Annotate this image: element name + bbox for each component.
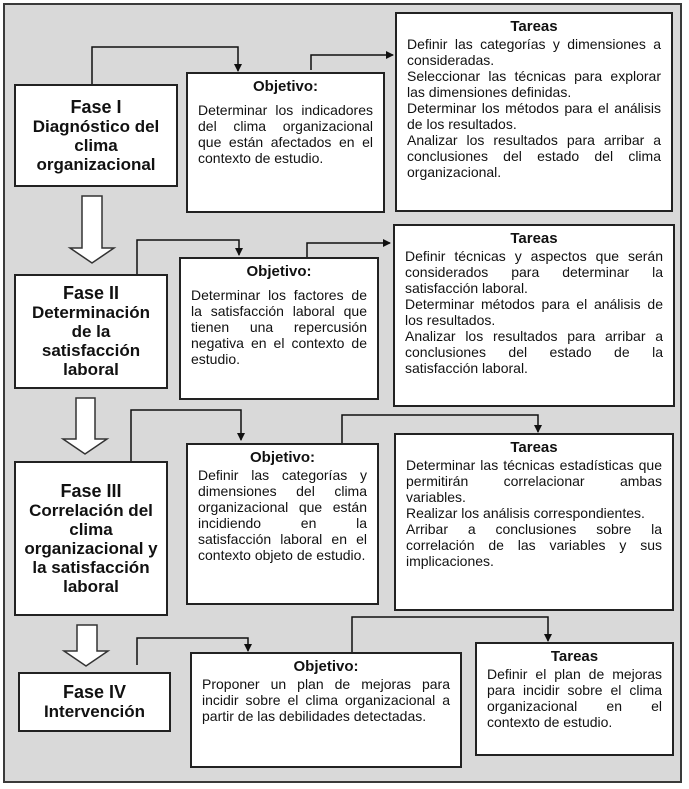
phase-1-objective-label: Objetivo: <box>252 78 318 95</box>
task-item: Seleccionar las técnicas para explorar las dimensiones definidas. <box>407 68 661 100</box>
phase-4-tasks-box <box>475 642 674 756</box>
task-item: Definir las categorías y dimensiones a consideradas. <box>407 36 661 68</box>
phase-1-tasks-box <box>395 12 673 212</box>
phase-2-name: Determinación de la satisfacción laboral <box>31 303 151 379</box>
phase-3-tasks-box <box>394 433 674 611</box>
phase-2-box <box>14 274 168 389</box>
task-item: Analizar los resultados para arribar a conclusiones del estado de la satisfacción laboral. <box>405 328 663 376</box>
phase-4-title: Fase IV <box>62 682 127 702</box>
phase-2-objective-label: Objetivo: <box>246 263 312 280</box>
phase-3-title: Fase III <box>60 480 122 501</box>
task-item: Determinar los métodos para el análisis de los resultados. <box>407 100 661 132</box>
phase-3-tasks-list <box>406 457 662 569</box>
phase-2-objective-text: Determinar los factores de la satisfacción laboral que tienen una repercusión negativa en el contexto de estudio. <box>191 287 367 367</box>
task-item: Definir el plan de mejoras para incidir sobre el clima organizacional en el contexto de estudio. <box>487 666 662 730</box>
task-item: Determinar las técnicas estadísticas que permitirán correlacionar ambas variables. <box>406 457 662 505</box>
phase-4-objective-text: Proponer un plan de mejoras para incidir sobre el clima organizacional a partir de las debilidades detectadas. <box>202 676 450 724</box>
task-item: Definir técnicas y aspectos que serán considerados para determinar la satisfacción laboral. <box>405 248 663 296</box>
phase-1-tasks-list <box>407 36 661 180</box>
phase-1-objective-text: Determinar los indicadores del clima organizacional que están afectados en el contexto de estudio. <box>198 102 373 166</box>
phase-3-objective-box <box>186 443 379 605</box>
task-item: Realizar los análisis correspondientes. <box>406 505 645 521</box>
phase-4-objective-label: Objetivo: <box>293 658 359 675</box>
phase-4-box <box>18 672 171 732</box>
phase-1-box <box>14 84 178 187</box>
phase-2-tasks-label: Tareas <box>510 230 558 247</box>
phase-4-objective-box <box>190 652 462 768</box>
phase-4-tasks-label: Tareas <box>550 648 599 665</box>
phase-3-objective-text: Definir las categorías y dimensiones del clima organizacional que están incidiendo en la satisfacción laboral en el contexto objeto de estudio. <box>198 467 367 563</box>
task-item: Arribar a conclusiones sobre la correlación de las variables y sus implicaciones. <box>406 521 662 569</box>
phase-2-tasks-box <box>393 224 675 407</box>
phase-1-title: Fase I <box>70 96 122 117</box>
phase-2-tasks-list <box>405 248 663 376</box>
phase-3-tasks-label: Tareas <box>510 439 558 456</box>
task-item: Determinar métodos para el análisis de los resultados. <box>405 296 663 328</box>
phase-4-tasks-list <box>487 666 662 730</box>
phase-2-objective-box <box>179 257 379 400</box>
task-item: Analizar los resultados para arribar a conclusiones del estado del clima organizacional. <box>407 132 661 180</box>
phase-3-objective-label: Objetivo: <box>249 449 315 466</box>
phase-1-objective-box <box>186 72 385 213</box>
phase-3-name: Correlación del clima organizacional y la satisfacción laboral <box>24 500 158 596</box>
phase-1-name: Diagnóstico del clima organizacional <box>32 116 160 174</box>
phase-4-name: Intervención <box>43 702 146 721</box>
phase-2-title: Fase II <box>62 283 120 303</box>
phase-1-tasks-label: Tareas <box>510 18 558 35</box>
phase-3-box <box>14 461 168 616</box>
